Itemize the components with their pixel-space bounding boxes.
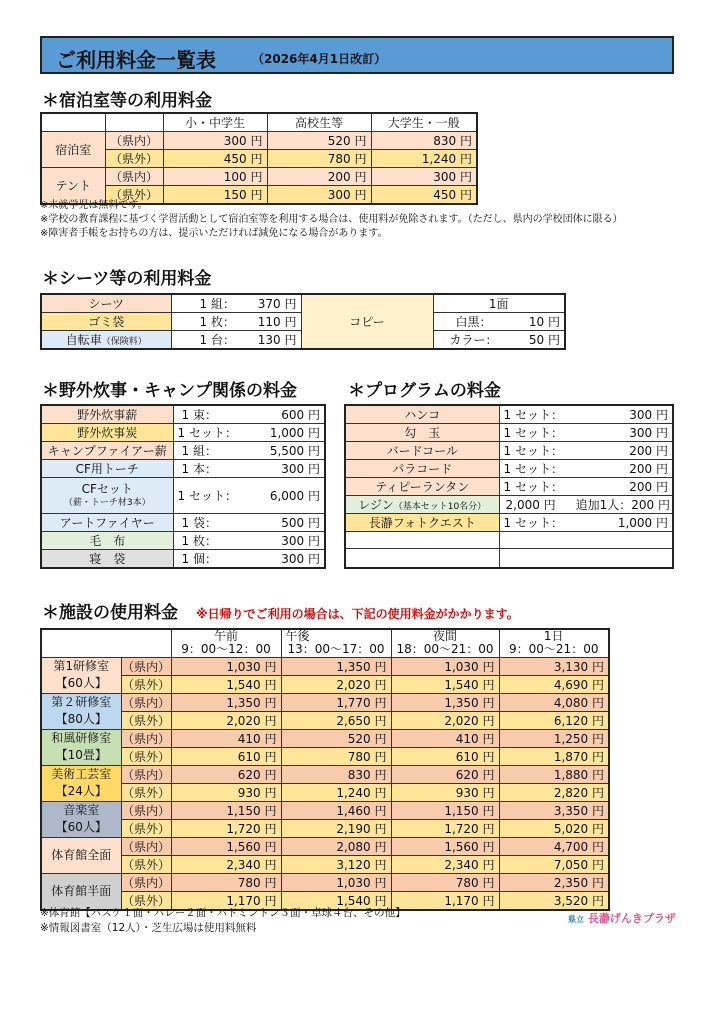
facility-heading: ＊施設の使用料金 ※日帰りでご利用の場合は、下記の使用料金がかかります。 [42,603,519,623]
lodging-header-child: 小・中学生 [163,113,267,132]
note-line: ※体育館【バスケ１面・バレー２面・バドミントン３面・卓球４台、その他】 [40,907,406,919]
program-empty-row [345,532,499,549]
note-line: ※学校の教育課程に基づく学習活動として宿泊室等を利用する場合は、使用料が免除されます。（ただし、県内の学校団体に限る） [40,214,623,225]
outdoor-item-price: 1 袋： 500 円 [173,514,325,532]
price-cell: 1,240 円 [371,150,477,168]
program-item-price: 2,000 円 追加1人：200 円 [499,496,673,514]
facility-table [40,628,610,911]
facility-price-cell: 2,080 円 [281,837,391,855]
facility-price-cell: 1,540 円 [391,675,499,693]
facility-price-cell: 780 円 [391,873,499,891]
lodging-room-label: 宿泊室 [41,132,105,168]
logo [568,910,676,926]
facility-header-night: 夜間 18：00～21：00 [391,629,499,657]
facility-header-afternoon: 午後 13：00～17：00 [281,629,391,657]
outdoor-item-name: キャンプファイアー薪 [41,442,173,460]
program-empty-row [499,532,673,549]
facility-price-cell: 3,120 円 [281,855,391,873]
copy-label: コピー [301,294,433,349]
note-line: ※障害者手帳をお持ちの方は、提示いただければ減免になる場合があります。 [40,228,388,239]
revision-date: （2026年4月1日改訂） [252,52,387,66]
price-cell: 100 円 [163,168,267,186]
facility-price-cell: 620 円 [391,765,499,783]
price-cell: 520 円 [267,132,371,150]
facility-area: （県内） [121,765,171,783]
facility-area: （県外） [121,711,171,729]
facility-area: （県内） [121,693,171,711]
facility-price-cell: 1,880 円 [499,765,609,783]
facility-price-cell: 620 円 [171,765,281,783]
facility-price-cell: 1,150 円 [391,801,499,819]
copy-unit: 1面 [433,294,565,313]
facility-area: （県内） [121,729,171,747]
facility-price-cell: 7,050 円 [499,855,609,873]
program-item-price: 1 セット： 200 円 [499,478,673,496]
sheets-table [40,293,566,350]
outdoor-item-name: 野外炊事炭 [41,424,173,442]
facility-row [41,711,609,729]
facility-row [41,783,609,801]
facility-area: （県内） [121,657,171,675]
facility-price-cell: 1,170 円 [391,891,499,910]
facility-price-cell: 410 円 [391,729,499,747]
program-item-name: レジン（基本セット10名分） [345,496,499,514]
sheets-heading: ＊シーツ等の利用料金 [42,269,212,289]
program-item-name: 長瀞フォトクエスト [345,514,499,532]
facility-price-cell: 1,720 円 [391,819,499,837]
facility-row [41,747,609,765]
facility-price-cell: 780 円 [171,873,281,891]
program-empty-row [345,549,499,568]
facility-row [41,819,609,837]
facility-area: （県外） [121,891,171,910]
program-item-price: 1 セット： 200 円 [499,442,673,460]
lodging-header-high: 高校生等 [267,113,371,132]
facility-price-cell: 2,350 円 [499,873,609,891]
note-line: ※未就学児は無料です。 [40,200,148,211]
facility-price-cell: 1,560 円 [171,837,281,855]
outdoor-item-price: 1 組： 5,500 円 [173,442,325,460]
facility-row [41,801,609,819]
title-bar [40,36,674,74]
program-item-price: 1 セット： 1,000 円 [499,514,673,532]
program-item-name: ハンコ [345,405,499,424]
facility-room-name: 第２研修室 【80人】 [41,693,121,729]
logo-small: 県立 [568,915,584,924]
outdoor-item-price: 1 セット： 6,000 円 [173,478,325,514]
facility-price-cell: 930 円 [171,783,281,801]
lodging-table [40,112,478,205]
lodging-corner [41,113,105,132]
price-cell: 450 円 [371,186,477,205]
price-cell: 780 円 [267,150,371,168]
facility-price-cell: 4,690 円 [499,675,609,693]
note-line: ※情報図書室（12人）・芝生広場は使用料無料 [40,922,257,934]
lodging-notes [40,199,623,241]
facility-price-cell: 2,020 円 [171,711,281,729]
facility-area: （県外） [121,783,171,801]
facility-price-cell: 410 円 [171,729,281,747]
copy-color: カラー： 50 円 [433,331,565,350]
lodging-corner2 [105,113,163,132]
facility-area: （県外） [121,855,171,873]
facility-price-cell: 1,460 円 [281,801,391,819]
facility-price-cell: 610 円 [391,747,499,765]
facility-room-name: 和風研修室 【10畳】 [41,729,121,765]
facility-room-name: 体育館全面 [41,837,121,873]
sheet-item-name: 自転車（保険料） [41,331,171,350]
facility-notes [40,906,406,936]
outdoor-item-price: 1 束： 600 円 [173,405,325,424]
program-table [344,404,674,569]
area-label: （県外） [105,150,163,168]
price-cell: 150 円 [163,186,267,205]
facility-price-cell: 2,020 円 [391,711,499,729]
outdoor-item-name: 毛 布 [41,532,173,550]
facility-price-cell: 1,870 円 [499,747,609,765]
price-cell: 450 円 [163,150,267,168]
facility-row [41,855,609,873]
facility-price-cell: 2,820 円 [499,783,609,801]
facility-room-name: 第1研修室 【60人】 [41,657,121,693]
facility-warning: ※日帰りでご利用の場合は、下記の使用料金がかかります。 [196,607,519,621]
lodging-heading: ＊宿泊室等の利用料金 [42,91,212,111]
outdoor-item-price: 1 セット： 1,000 円 [173,424,325,442]
facility-area: （県内） [121,837,171,855]
price-cell: 200 円 [267,168,371,186]
facility-area: （県内） [121,873,171,891]
outdoor-item-name: 野外炊事薪 [41,405,173,424]
outdoor-item-name: CFセット （薪・トーチ材3本） [41,478,173,514]
facility-row [41,729,609,747]
program-item-price: 1 セット： 200 円 [499,460,673,478]
logo-name: 長瀞げんきプラザ [587,912,676,925]
lodging-tent-label: テント [41,168,105,205]
outdoor-item-price: 1 本： 300 円 [173,460,325,478]
facility-row [41,657,609,675]
facility-price-cell: 2,340 円 [171,855,281,873]
price-cell: 300 円 [371,168,477,186]
area-label: （県外） [105,186,163,205]
facility-room-name: 音楽室 【60人】 [41,801,121,837]
facility-price-cell: 1,150 円 [171,801,281,819]
facility-area: （県外） [121,747,171,765]
facility-price-cell: 780 円 [281,747,391,765]
facility-price-cell: 4,700 円 [499,837,609,855]
facility-row [41,675,609,693]
facility-price-cell: 2,340 円 [391,855,499,873]
area-label: （県内） [105,132,163,150]
outdoor-heading: ＊野外炊事・キャンプ関係の料金 [42,381,297,401]
facility-price-cell: 2,650 円 [281,711,391,729]
facility-price-cell: 3,520 円 [499,891,609,910]
lodging-header-adult: 大学生・一般 [371,113,477,132]
facility-area: （県外） [121,675,171,693]
facility-row [41,837,609,855]
program-item-price: 1 セット： 300 円 [499,405,673,424]
facility-price-cell: 1,560 円 [391,837,499,855]
facility-price-cell: 4,080 円 [499,693,609,711]
facility-corner [41,629,171,657]
outdoor-item-name: アートファイヤー [41,514,173,532]
facility-price-cell: 1,170 円 [171,891,281,910]
sheet-item-price: 1 台： 130 円 [171,331,301,350]
facility-price-cell: 1,350 円 [281,657,391,675]
price-cell: 830 円 [371,132,477,150]
program-item-name: パラコード [345,460,499,478]
page-title: ご利用料金一覧表 [56,48,216,72]
facility-room-name: 体育館半面 [41,873,121,910]
sheet-item-price: 1 組： 370 円 [171,294,301,313]
facility-price-cell: 1,030 円 [171,657,281,675]
facility-price-cell: 5,020 円 [499,819,609,837]
facility-price-cell: 2,190 円 [281,819,391,837]
facility-price-cell: 830 円 [281,765,391,783]
facility-price-cell: 1,540 円 [281,891,391,910]
outdoor-item-name: CF用トーチ [41,460,173,478]
facility-price-cell: 1,030 円 [391,657,499,675]
facility-header-day: 1日 9：00～21：00 [499,629,609,657]
facility-price-cell: 1,350 円 [171,693,281,711]
facility-area: （県内） [121,801,171,819]
facility-price-cell: 1,250 円 [499,729,609,747]
facility-price-cell: 1,350 円 [391,693,499,711]
copy-mono: 白黒： 10 円 [433,313,565,331]
outdoor-item-price: 1 個： 300 円 [173,550,325,569]
facility-price-cell: 1,540 円 [171,675,281,693]
program-item-price: 1 セット： 300 円 [499,424,673,442]
outdoor-table [40,404,326,569]
area-label: （県内） [105,168,163,186]
facility-price-cell: 930 円 [391,783,499,801]
price-cell: 300 円 [267,186,371,205]
facility-price-cell: 2,020 円 [281,675,391,693]
facility-price-cell: 6,120 円 [499,711,609,729]
facility-price-cell: 520 円 [281,729,391,747]
facility-price-cell: 610 円 [171,747,281,765]
facility-price-cell: 3,350 円 [499,801,609,819]
facility-price-cell: 1,030 円 [281,873,391,891]
sheet-item-name: ゴミ袋 [41,313,171,331]
program-item-name: ティピーランタン [345,478,499,496]
facility-header-morning: 午前 9：00～12：00 [171,629,281,657]
facility-row [41,873,609,891]
program-item-name: バードコール [345,442,499,460]
sheet-item-name: シーツ [41,294,171,313]
outdoor-item-price: 1 枚： 300 円 [173,532,325,550]
facility-row [41,765,609,783]
facility-room-name: 美術工芸室 【24人】 [41,765,121,801]
facility-price-cell: 1,240 円 [281,783,391,801]
program-heading: ＊プログラムの料金 [348,381,501,401]
facility-price-cell: 1,720 円 [171,819,281,837]
price-cell: 300 円 [163,132,267,150]
sheet-item-price: 1 枚： 110 円 [171,313,301,331]
outdoor-item-name: 寝 袋 [41,550,173,569]
facility-price-cell: 1,770 円 [281,693,391,711]
facility-row [41,693,609,711]
facility-price-cell: 3,130 円 [499,657,609,675]
program-item-name: 勾 玉 [345,424,499,442]
program-empty-row [499,549,673,568]
facility-area: （県外） [121,819,171,837]
